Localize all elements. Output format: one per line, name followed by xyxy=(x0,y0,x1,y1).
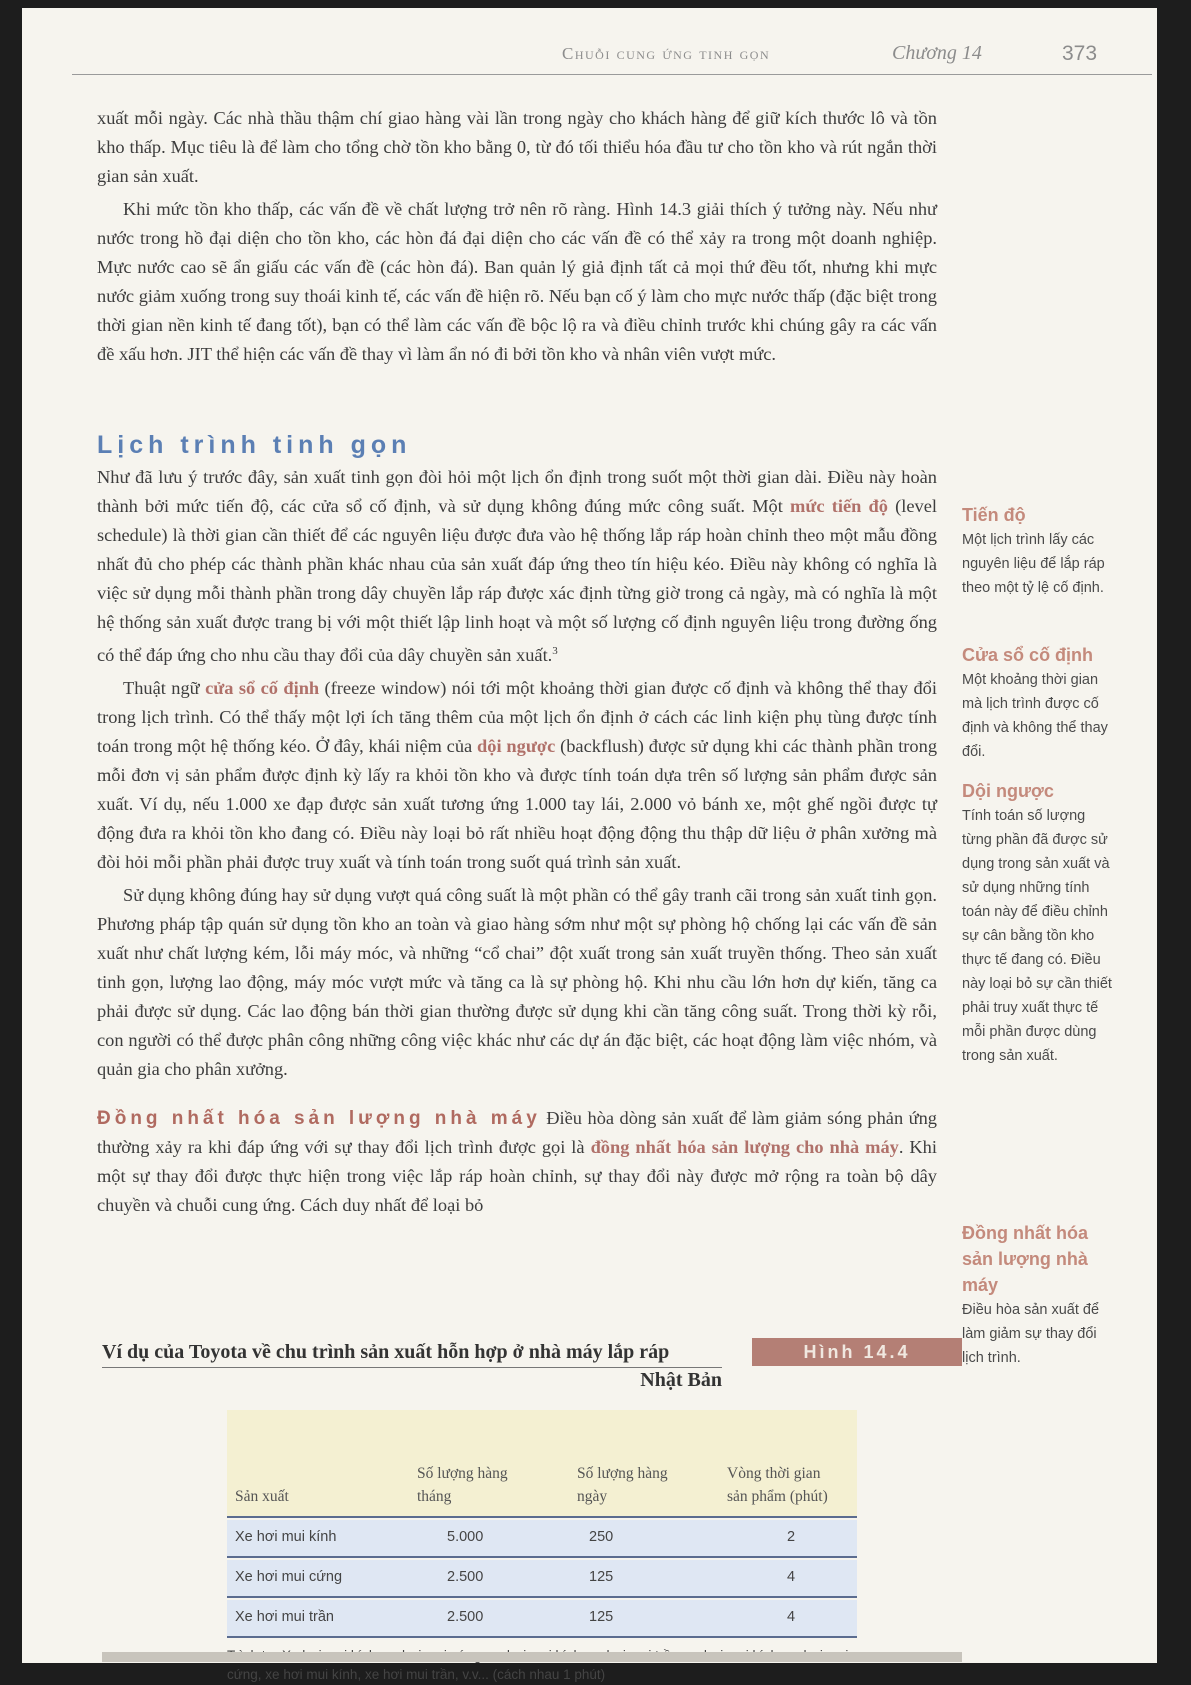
paragraph-2: Khi mức tồn kho thấp, các vấn đề về chất lượng trở nên rõ ràng. Hình 14.3 giải thích ý tưởng này. Nếu như nước trong hồ đại diện cho tồn kho, các hòn đá đại diện cho các vấn đề có thể xảy ra trong một doanh nghiệp. Mực nước cao sẽ ẩn giấu các vấn đề (các hòn đá). Ban quản lý giả định tất cả mọi thứ đều tốt, nhưng khi mực nước giảm xuống trong suy thoái kinh tế, các vấn đề hiện rõ. Nếu bạn cố ý làm cho mực nước thấp (đặc biệt trong thời gian nền kinh tế đang tốt), bạn có thể làm các vấn đề bộc lộ ra và điều chỉnh trước khi chúng gây ra các vấn đề xấu hơn. JIT thể hiện các vấn đề thay vì làm ẩn nó đi bởi tồn kho và nhân viên vượt mức. xyxy=(97,199,937,364)
table-row: Xe hơi mui cứng 2.500 125 4 xyxy=(227,1560,857,1598)
page xyxy=(22,8,1157,1682)
col-header-product: Sản xuất xyxy=(235,1488,289,1505)
paragraph-5: Sử dụng không đúng hay sử dụng vượt quá công suất là một phần có thể gây tranh cãi trong sản xuất tinh gọn. Phương pháp tập quán sử dụng tồn kho an toàn và giao hàng sớm như một sự phòng hộ chống lại các vấn đề sản xuất như chất lượng kém, lỗi máy móc, và những “cổ chai” đột xuất trong sản xuất truyền thống. Theo sản xuất tinh gọn, lượng lao động, máy móc vượt mức và tăng ca là sự phòng hộ. Khi nhu cầu lớn hơn dự kiến, tăng ca phải được sử dụng. Các lao động bán thời gian thường được sử dụng khi cần tăng công suất. Trong thời kỳ rỗi, con người có thể được phân công những công việc khác như các dự án đặc biệt, các hoạt động làm việc nhóm, và quản gia cho phân xưởng. xyxy=(97,885,937,1080)
figure-title: Ví dụ của Toyota về chu trình sản xuất hỗn hợp ở nhà máy lắp ráp Nhật Bản xyxy=(102,1341,722,1391)
table-header xyxy=(227,1410,857,1518)
section-heading: Lịch trình tinh gọn xyxy=(97,431,412,459)
keyword-level-schedule: mức tiến độ xyxy=(790,496,888,516)
margin-note-tien-do: Tiến độ Một lịch trình lấy các nguyên liệu để lắp ráp theo một tỷ lệ cố định. xyxy=(962,505,1105,596)
paragraph-1: xuất mỗi ngày. Các nhà thầu thậm chí giao hàng vài lần trong ngày cho khách hàng để giữ kích thước lô và tồn kho thấp. Mục tiêu là để làm cho tổng chờ tồn kho bằng 0, từ đó tối thiểu hóa đầu tư cho tồn kho và rút ngắn thời gian sản xuất. xyxy=(97,108,937,186)
running-header xyxy=(22,8,1157,88)
chapter-label: Chương 14 xyxy=(892,42,982,64)
col-header-cycle: Vòng thời gian sản phẩm (phút) xyxy=(727,1465,828,1505)
run-in-heading: Đồng nhất hóa sản lượng nhà máy xyxy=(97,1108,541,1130)
production-table xyxy=(227,1410,857,1684)
margin-note-cua-so: Cửa sổ cố định Một khoảng thời gian mà lịch trình được cố định và không thể thay đổi. xyxy=(962,645,1108,760)
body-text-top xyxy=(97,104,937,373)
col-header-monthly: Số lượng hàng tháng xyxy=(417,1465,508,1505)
table-row: Xe hơi mui kính 5.000 250 2 xyxy=(227,1520,857,1558)
figure-bottom-bar xyxy=(102,1652,962,1662)
header-rule xyxy=(72,74,1152,75)
col-header-daily: Số lượng hàng ngày xyxy=(577,1465,668,1505)
margin-note-dong-nhat: Đồng nhất hóa sản lượng nhà máy Điều hòa sản xuất để làm giảm sự thay đổi lịch trình. xyxy=(962,1223,1100,1366)
book-title: Chuỗi cung ứng tinh gọn xyxy=(562,44,771,63)
table-row: Xe hơi mui trần 2.500 125 4 xyxy=(227,1600,857,1638)
figure-badge: Hình 14.4 xyxy=(752,1338,962,1366)
body-text-main xyxy=(97,463,937,1224)
keyword-freeze-window: cửa sổ cố định xyxy=(205,678,320,699)
table-note: cứng, xe hơi mui kính, xe hơi mui trần, v.v... (cách nhau 1 phút) xyxy=(227,1667,606,1682)
margin-note-doi-nguoc: Dội ngược Tính toán số lượng từng phần đã được sử dụng trong sản xuất và sử dụng những tính toán này để điều chỉnh sự cân bằng tồn kho thực tế đang có. Điều này loại bỏ sự cần thiết phải truy xuất thực tế mỗi phần được dùng trong sản xuất. xyxy=(962,781,1112,1064)
paragraph-4: Thuật ngữ cửa sổ cố định (freeze window) nói tới một khoảng thời gian được cố định và không thể thay đổi trong lịch trình. Có thể thấy một lợi ích tăng thêm của một lịch ổn định ở cách các linh kiện phụ tùng được tính toán trong một hệ thống kéo. Ở đây, khái niệm của dội ngược (backflush) được sử dụng khi các thành phần trong mỗi đơn vị sản phẩm được định kỳ lấy ra khỏi tồn kho và được tính toán dựa trên số lượng sản phẩm được sản xuất. Ví dụ, nếu 1.000 xe đạp được sản xuất tương ứng 1.000 tay lái, 2.000 vỏ bánh xe, một ghế ngồi được tự động đưa ra khỏi tồn kho đang có. Điều này loại bỏ rất nhiều hoạt động động thu thập dữ liệu ở phân xưởng mà đòi hỏi mỗi phần phải được truy xuất và tính toán trong suốt quá trình sản xuất. xyxy=(97,678,938,873)
page-number: 373 xyxy=(1062,42,1098,65)
figure-rule xyxy=(102,1367,722,1368)
paragraph-6: Đồng nhất hóa sản lượng nhà máy Điều hòa dòng sản xuất để làm giảm sóng phản ứng thường xảy ra khi đáp ứng với sự thay đổi lịch trình được gọi là đồng nhất hóa sản lượng cho nhà máy. Khi một sự thay đổi được thực hiện trong việc lắp ráp hoàn chỉnh, sự thay đổi này được mở rộng ra toàn bộ dây chuyền và chuỗi cung ứng. Cách duy nhất để loại bỏ xyxy=(97,1108,937,1216)
keyword-level-output: đồng nhất hóa sản lượng cho nhà máy xyxy=(590,1137,899,1158)
paragraph-3: Như đã lưu ý trước đây, sản xuất tinh gọn đòi hỏi một lịch ổn định trong suốt một thời gian dài. Điều này hoàn thành bởi mức tiến độ, các cửa sổ cố định, và sử dụng không đúng mức công suất. Một mức tiến độ (level schedule) là thời gian cần thiết để các nguyên liệu được đưa vào hệ thống lắp ráp hoàn chỉnh theo một mẫu đồng nhất đủ cho phép các thành phần khác nhau của sản xuất đáp ứng theo tín hiệu kéo. Điều này không có nghĩa là việc sử dụng mỗi thành phần trong dây chuyền lắp ráp được xác định từng giờ trong cả ngày, mà có nghĩa là một hệ thống sản xuất được trang bị với một thiết lập linh hoạt và một số lượng cố định nguyên liệu trong đường ống có thể đáp ứng cho nhu cầu thay đổi của dây chuyền sản xuất.$^3$ xyxy=(97,467,937,666)
keyword-backflush: dội ngược xyxy=(477,736,556,757)
